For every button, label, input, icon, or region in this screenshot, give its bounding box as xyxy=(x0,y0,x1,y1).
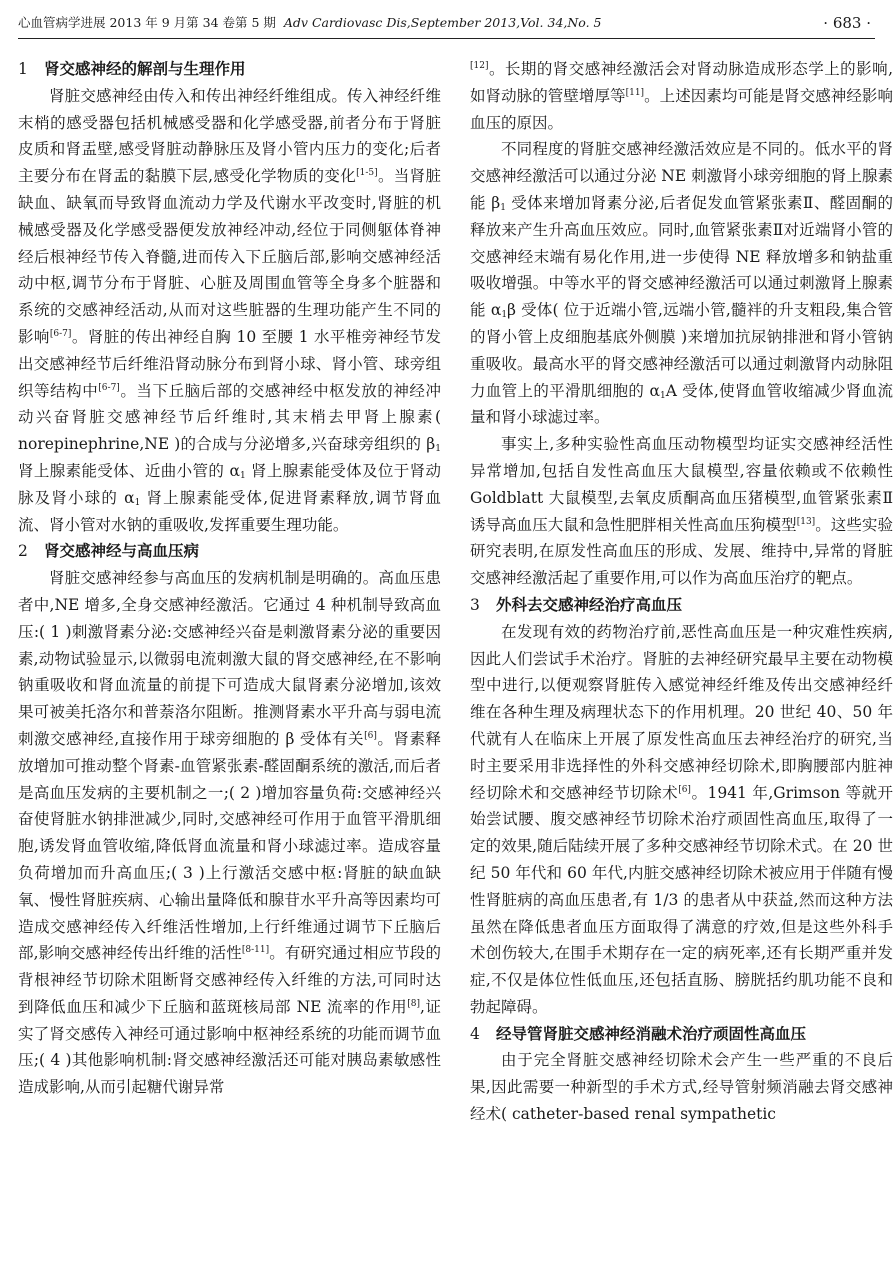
text: 不同程度的肾脏交感神经激活效应是不同的。低水平的肾交感神经激活可以通过分泌 NE 刺激肾小球旁细胞的肾上腺素能 β xyxy=(470,140,893,212)
left-column xyxy=(18,56,441,1101)
subscript: 1 xyxy=(435,444,441,455)
citation: [6-7] xyxy=(49,328,72,339)
subscript: 1 xyxy=(134,497,141,508)
text: 肾上腺素能受体及位于肾动脉及肾小球的 α xyxy=(18,461,441,507)
text: 肾脏交感神经由传入和传出神经纤维组成。传入神经纤维末梢的感受器包括机械感受器和化学感受器,前者分布于肾脏皮质和肾盂壁,感受肾脏动静脉压及肾小管内压力的变化;后者主要分布在肾盂的黏膜下层,感受化学物质的变化 xyxy=(18,86,441,186)
section-4-title: 经导管肾脏交感神经消融术治疗顽固性高血压 xyxy=(496,1024,807,1043)
text: 肾脏交感神经参与高血压的发病机制是明确的。高血压患者中,NE 增多,全身交感神经激活。它通过 4 种机制导致高血压:( 1 )刺激肾素分泌:交感神经兴奋是刺激肾素分泌的重要因素,动物试验显示,以微弱电流刺激大鼠的肾交感神经,在不影响钠重吸收和肾血流量的前提下可造成大鼠肾素分泌增加,该效果可被美托洛尔和普萘洛尔阻断。推测肾素水平升高与弱电流刺激交感神经,直接作用于球旁细胞的 β 受体有关 xyxy=(18,569,441,748)
citation: [6] xyxy=(364,730,377,741)
section-3-paragraph xyxy=(470,619,893,1021)
citation: [8-11] xyxy=(241,945,270,956)
text: 。上述因素均可能是肾交感神经影响血压的原因。 xyxy=(470,86,893,132)
section-2-title: 肾交感神经与高血压病 xyxy=(44,542,200,561)
citation: [13] xyxy=(796,516,816,527)
text: 。肾脏的传出神经自胸 10 至腰 1 水平椎旁神经节发出交感神经节后纤维沿肾动脉分布到肾小球、肾小管、球旁组织等结构中 xyxy=(18,327,441,400)
subscript: 1 xyxy=(659,390,666,401)
text: ,证实了肾交感传入神经可通过影响中枢神经系统的功能而调节血压;( 4 )其他影响机制:肾交感神经激活还可能对胰岛素敏感性造成影响,从而引起糖代谢异常 xyxy=(18,997,441,1097)
citation: [1-5] xyxy=(356,168,378,179)
section-1-title: 肾交感神经的解剖与生理作用 xyxy=(44,60,246,78)
subscript: 1 xyxy=(500,202,506,213)
section-1-paragraph xyxy=(18,83,441,539)
journal-line xyxy=(18,8,602,38)
text: 。当下丘脑后部的交感神经中枢发放的神经冲动兴奋肾脏交感神经节后纤维时,其末梢去甲肾上腺素( norepinephrine,NE )的合成与分泌增多,兴奋球旁组织的 β xyxy=(18,381,441,454)
citation: [12] xyxy=(470,61,489,71)
text: 。当肾脏缺血、缺氧而导致肾血流动力学及代谢水平改变时,肾脏的机械感受器及化学感受器便发放神经冲动,经位于同侧躯体脊神经后根神经节传入脊髓,进而传入下丘脑后部,影响交感神经活动中枢,调节分布于肾脏、心脏及周围血管等全身多个脏器和系统的交感神经活动,从而对这些脏器的生理功能产生不同的影响 xyxy=(18,167,441,346)
section-2-number: 2 xyxy=(18,542,28,561)
section-2-heading xyxy=(18,538,441,565)
text: 肾上腺素能受体、近曲小管的 α xyxy=(18,461,240,480)
text: 。这些实验研究表明,在原发性高血压的形成、发展、维持中,异常的肾脏交感神经激活起了重要作用,可以作为高血压治疗的靶点。 xyxy=(470,515,893,588)
citation: [6] xyxy=(678,784,691,795)
text: 肾上腺素能受体,促进肾素释放,调节肾血流、肾小管对水钠的重吸收,发挥重要生理功能。 xyxy=(18,488,441,534)
section-2-paragraph-3 xyxy=(470,431,893,592)
section-2-paragraph-1-cont xyxy=(470,56,893,136)
citation: [11] xyxy=(625,87,645,98)
right-column xyxy=(470,56,893,1128)
section-3-number: 3 xyxy=(470,595,480,614)
section-4-number: 4 xyxy=(470,1024,480,1043)
text: 受体来增加肾素分泌,后者促发血管紧张素Ⅱ、醛固酮的释放来产生升高血压效应。同时,血管紧张素Ⅱ对近端肾小管的交感神经末端有易化作用,进一步使得 NE 释放增多和钠盐重吸收增强。中等水平的肾交感神经激活可以通过刺激肾上腺素能 α xyxy=(470,193,893,320)
citation: [6-7] xyxy=(98,382,120,393)
section-4-paragraph xyxy=(470,1047,893,1127)
text: 。1941 年,Grimson 等就开始尝试腰、腹交感神经节切除术治疗顽固性高血压,取得了一定的效果,随后陆续开展了多种交感神经节切除术式。在 20 世纪 50 年代和 60 年代,内脏交感神经切除术被应用于伴随有慢性肾脏病的高血压患者,有 1/3 的患者从中获益,然而这种方法虽然在降低患者血压方面取得了满意的疗效,但是这些外科手术创伤较大,在围手术期存在一定的病死率,还有长期严重并发症,不仅是体位性低血压,还包括直肠、膀胱括约肌功能不良和勃起障碍。 xyxy=(470,783,893,1016)
journal-cn: 心血管病学进展 2013 年 9 月第 34 卷第 5 期 xyxy=(18,15,276,30)
subscript: 1 xyxy=(501,310,508,321)
subscript: 1 xyxy=(239,470,246,481)
text: 。有研究通过相应节段的背根神经节切除术阻断肾交感神经传入纤维的方法,可同时达到降低血压和减少下丘脑和蓝斑核局部 NE 流率的作用 xyxy=(18,944,441,1016)
section-4-heading xyxy=(470,1021,893,1048)
page-number: · 683 · xyxy=(823,14,871,32)
text: A 受体,使肾血管收缩减少肾血流量和肾小球滤过率。 xyxy=(470,381,893,427)
section-1-number: 1 xyxy=(18,60,28,78)
section-3-title: 外科去交感神经治疗高血压 xyxy=(496,595,683,614)
text: 由于完全肾脏交感神经切除术会产生一些严重的不良后果,因此需要一种新型的手术方式,经导管射频消融去肾交感神经术( catheter-based renal sympathetic xyxy=(470,1051,893,1124)
journal-en: Adv Cardiovasc Dis,September 2013,Vol. 34,No. 5 xyxy=(283,15,602,30)
citation: [8] xyxy=(407,998,420,1009)
text: 在发现有效的药物治疗前,恶性高血压是一种灾难性疾病,因此人们尝试手术治疗。肾脏的去神经研究最早主要在动物模型中进行,以便观察肾脏传入感觉神经纤维及传出交感神经纤维在各种生理及病理状态下的作用机理。20 世纪 40、50 年代就有人在临床上开展了原发性高血压去神经治疗的研究,当时主要采用非选择性的外科交感神经切除术,即胸腰部内脏神经切除术和交感神经节切除术 xyxy=(470,622,893,802)
running-header xyxy=(18,8,875,39)
section-1-heading xyxy=(18,56,441,83)
text: β 受体( 位于近端小管,远端小管,髓袢的升支粗段,集合管的肾小管上皮细胞基底外侧膜 )来增加抗尿钠排泄和肾小管钠重吸收。最高水平的肾交感神经激活可以通过刺激肾内动脉阻力血管上的平滑肌细胞的 α xyxy=(470,301,893,400)
section-2-paragraph-2 xyxy=(470,136,893,431)
section-3-heading xyxy=(470,592,893,619)
section-2-paragraph-1 xyxy=(18,565,441,1101)
text: 。肾素释放增加可推动整个肾素-血管紧张素-醛固酮系统的激活,而后者是高血压发病的主要机制之一;( 2 )增加容量负荷:交感神经兴奋使肾脏水钠排泄减少,同时,交感神经可作用于血管平滑肌细胞,诱发肾血管收缩,降低肾血流量和肾小球滤过率。造成容量负荷增加而升高血压;( 3 )上行激活交感中枢:肾脏的缺血缺氧、慢性肾脏疾病、心输出量降低和腺苷水平升高等因素均可造成交感神经传入纤维活性增加,上行纤维通过调节下丘脑后部,影响交感神经传出纤维的活性 xyxy=(18,729,441,963)
text: 事实上,多种实验性高血压动物模型均证实交感神经活性异常增加,包括自发性高血压大鼠模型,容量依赖或不依赖性 Goldblatt 大鼠模型,去氧皮质酮高血压猪模型,血管紧张素Ⅱ诱导高血压大鼠和急性肥胖相关性高血压狗模型 xyxy=(470,435,893,534)
text: 。长期的肾交感神经激活会对肾动脉造成形态学上的影响,如肾动脉的管壁增厚等 xyxy=(470,60,893,105)
